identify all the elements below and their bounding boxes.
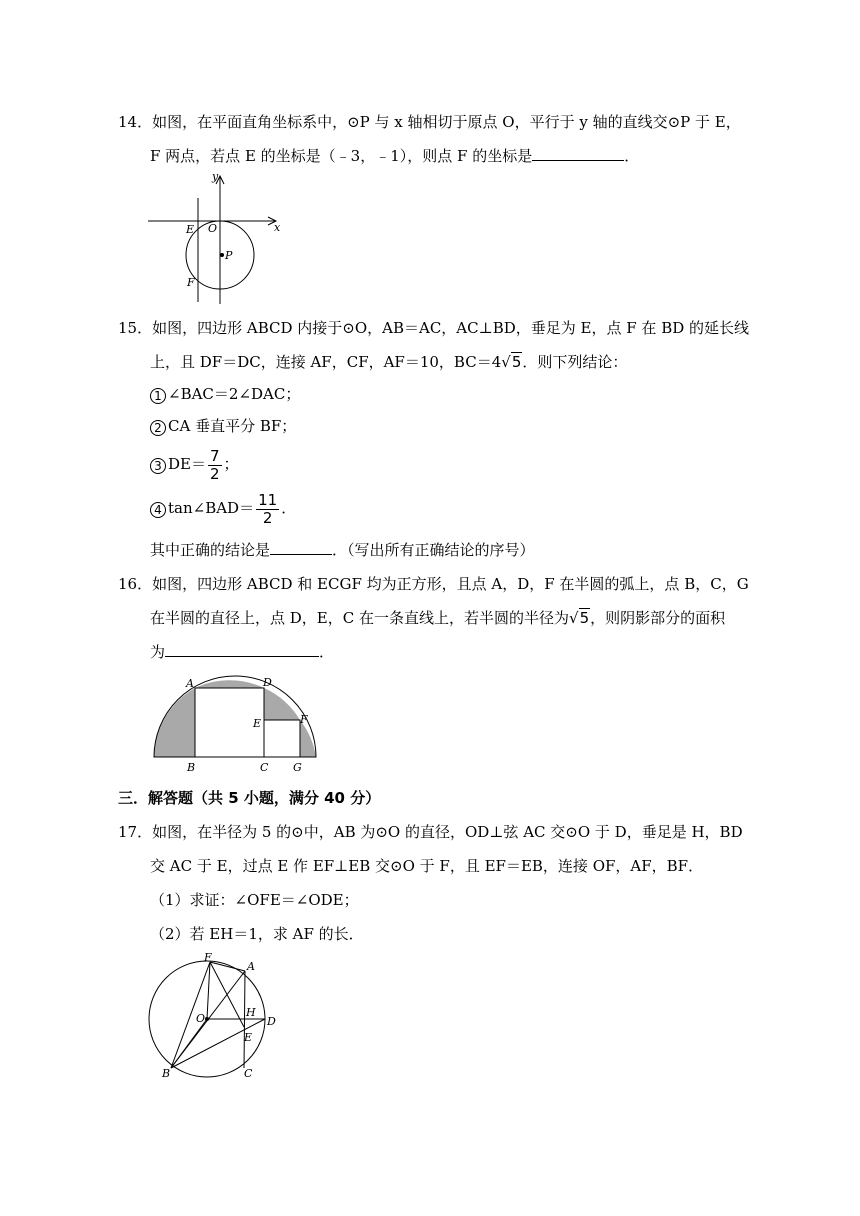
q17-part1 [150,890,359,910]
label-f: F [204,951,212,964]
conclusion-2-text: CA 垂直平分 BF； [168,417,297,435]
segment-fa [210,962,245,971]
circled-number-3: 3 [150,458,166,474]
label-c: C [260,761,269,774]
fraction-7-2 [208,448,222,483]
label-a: A [186,677,194,690]
q15-ask-note: ．（写出所有正确结论的序号） [332,541,535,559]
q16-figure [145,672,320,780]
shaded-region-left [154,688,195,757]
conclusion-4-end: ． [281,499,297,517]
q14-figure [140,168,290,308]
label-o: O [208,222,218,235]
fraction-denominator: 2 [262,508,273,527]
q15-conclusion-3 [150,446,239,483]
q16-line2 [150,608,725,628]
label-e: E [186,223,195,236]
sqrt-5: √5 [569,609,590,627]
label-h: H [246,1006,256,1019]
q17-figure [140,950,285,1082]
q17-part2-text: （2）若 EH＝1，求 AF 的长． [150,925,364,943]
conclusion-3-end: ； [223,455,239,473]
label-x: x [274,221,281,234]
q15-ask-text: 其中正确的结论是 [150,541,271,559]
q16-text-1: 如图，四边形 ABCD 和 ECGF 均为正方形，且点 A，D，F 在半圆的弧上，点 B，C，G [152,575,749,593]
q17-part2 [150,924,364,944]
q14-answer-blank[interactable] [532,146,624,161]
q15-answer-blank[interactable] [270,540,332,555]
shaded-region-right-upper [264,688,300,720]
q15-text-2: 上，且 DF＝DC，连接 AF，CF，AF＝10，BC＝4 [150,353,502,371]
q15-text-1: 如图，四边形 ABCD 内接于⊙O，AB＝AC，AC⊥BD，垂足为 E，点 F 在 BD 的延长线 [152,319,750,337]
fraction-11-2 [256,492,279,527]
q17-text-2: 交 AC 于 E，过点 E 作 EF⊥EB 交⊙O 于 F，且 EF＝EB，连接 OF，AF，BF． [150,857,704,875]
q17-part1-text: （1）求证：∠OFE＝∠ODE； [150,891,359,909]
q15-line2 [150,352,627,372]
conclusion-3-text: DE＝ [168,455,206,473]
q17-line2 [150,856,703,876]
q15-conclusion-1 [150,384,300,404]
label-y: y [212,170,219,183]
segment-fo [207,962,210,1019]
q17-line1 [118,822,743,842]
point-o [205,1017,209,1021]
label-b: B [187,761,196,774]
circled-number-1: 1 [150,388,166,404]
q14-line1 [118,112,741,132]
q16-text-3: 为 [150,643,166,661]
q15-text-2b: ．则下列结论： [522,353,628,371]
label-e: E [253,717,262,730]
conclusion-4-text: tan∠BAD＝ [168,499,255,517]
label-b: B [162,1067,171,1080]
label-a: A [247,960,255,973]
q14-period: ． [624,147,640,165]
segment-bo [171,1019,207,1068]
q15-conclusion-4 [150,490,296,527]
label-p: P [225,249,233,262]
q16-text-2b: ，则阴影部分的面积 [590,609,726,627]
circled-number-4: 4 [150,502,166,518]
square-ecgf [264,720,300,757]
q15-conclusion-2 [150,416,296,436]
point-p [220,253,224,257]
q14-number: 14． [118,113,153,131]
sqrt-radicand: 5 [579,609,590,627]
sqrt-radicand: 5 [511,353,522,371]
sqrt-5: √5 [501,353,522,371]
q15-ask [150,540,535,560]
fraction-denominator: 2 [209,464,220,483]
q15-number: 15． [118,319,153,337]
label-o: O [196,1012,206,1025]
label-e: E [244,1031,253,1044]
q16-answer-blank[interactable] [165,642,319,657]
q17-number: 17． [118,823,153,841]
fraction-numerator: 7 [209,446,220,465]
q16-period: ． [319,643,335,661]
label-g: G [293,761,302,774]
circled-number-2: 2 [150,420,166,436]
q16-text-2: 在半圆的直径上，点 D，E，C 在一条直线上，若半圆的半径为 [150,609,569,627]
q16-line3 [150,642,334,662]
section-heading: 三．解答题（共 5 小题，满分 40 分） [118,789,381,807]
q16-number: 16． [118,575,153,593]
q17-text-1: 如图，在半径为 5 的⊙中，AB 为⊙O 的直径，OD⊥弦 AC 交⊙O 于 D，垂足是 H，BD [152,823,743,841]
q16-line1 [118,574,749,594]
q14-text-2: F 两点，若点 E 的坐标是（﹣3，﹣1），则点 F 的坐标是 [150,147,533,165]
label-f: F [300,713,308,726]
label-c: C [244,1067,253,1080]
q15-line1 [118,318,749,338]
q14-text-1: 如图，在平面直角坐标系中，⊙P 与 x 轴相切于原点 O，平行于 y 轴的直线交⊙P 于 E， [152,113,741,131]
label-d: D [263,676,272,689]
conclusion-1-text: ∠BAC＝2∠DAC； [168,385,301,403]
fraction-numerator: 11 [258,490,278,509]
label-f: F [187,276,195,289]
q14-line2 [150,146,639,166]
label-d: D [267,1015,276,1028]
